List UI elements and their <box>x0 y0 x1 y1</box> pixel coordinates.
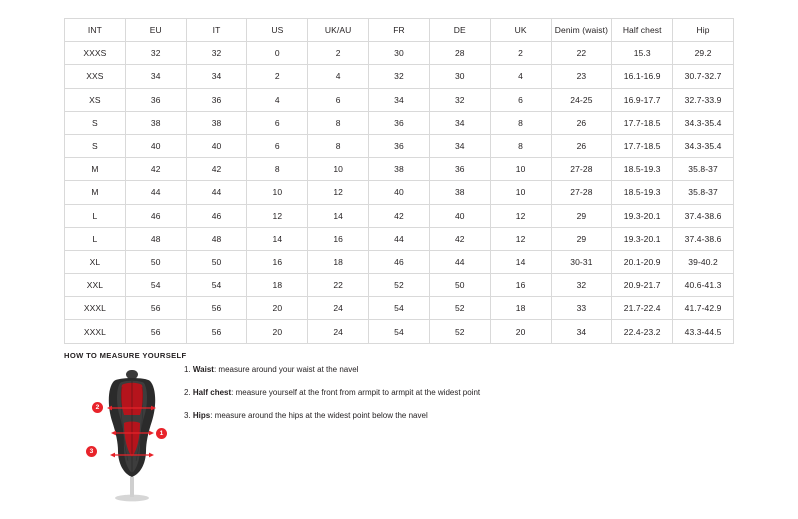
table-cell: 10 <box>490 158 551 181</box>
table-cell: 56 <box>186 320 247 343</box>
table-cell: 16.1-16.9 <box>612 65 673 88</box>
table-cell: 56 <box>186 297 247 320</box>
table-cell: 12 <box>490 227 551 250</box>
measure-steps-list <box>184 365 724 434</box>
measure-step-text: : measure around your waist at the navel <box>213 365 359 374</box>
table-cell: 12 <box>308 181 369 204</box>
table-cell: 46 <box>186 204 247 227</box>
table-cell: 18.5-19.3 <box>612 181 673 204</box>
table-cell: M <box>65 158 126 181</box>
measure-step-number: 1. <box>184 365 191 374</box>
table-cell: S <box>65 134 126 157</box>
table-cell: 34 <box>125 65 186 88</box>
table-cell: 35.8-37 <box>673 181 734 204</box>
table-cell: L <box>65 204 126 227</box>
table-cell: 16.9-17.7 <box>612 88 673 111</box>
size-conversion-table <box>64 18 734 344</box>
table-row <box>65 111 734 134</box>
table-cell: 48 <box>125 227 186 250</box>
table-cell: 38 <box>429 181 490 204</box>
measure-step <box>184 388 724 398</box>
table-cell: 52 <box>429 297 490 320</box>
table-cell: 36 <box>369 134 430 157</box>
table-cell: 19.3-20.1 <box>612 204 673 227</box>
table-cell: 10 <box>308 158 369 181</box>
table-cell: 18.5-19.3 <box>612 158 673 181</box>
table-cell: 2 <box>247 65 308 88</box>
table-cell: 18 <box>247 274 308 297</box>
table-cell: 4 <box>490 65 551 88</box>
table-cell: 30 <box>429 65 490 88</box>
how-to-measure-section <box>64 365 734 505</box>
table-cell: XXXS <box>65 42 126 65</box>
table-header-row <box>65 19 734 42</box>
table-cell: L <box>65 227 126 250</box>
table-cell: 34 <box>429 134 490 157</box>
table-cell: 50 <box>186 250 247 273</box>
table-cell: 40 <box>369 181 430 204</box>
table-cell: 32 <box>125 42 186 65</box>
table-cell: 33 <box>551 297 612 320</box>
table-cell: 48 <box>186 227 247 250</box>
table-cell: 54 <box>369 320 430 343</box>
table-row <box>65 320 734 343</box>
table-cell: S <box>65 111 126 134</box>
table-row <box>65 181 734 204</box>
table-cell: 22.4-23.2 <box>612 320 673 343</box>
table-cell: 34.3-35.4 <box>673 134 734 157</box>
table-cell: 27-28 <box>551 181 612 204</box>
table-cell: 37.4-38.6 <box>673 227 734 250</box>
table-cell: 50 <box>429 274 490 297</box>
table-cell: 42 <box>125 158 186 181</box>
measure-badge-3: 3 <box>86 446 97 457</box>
table-cell: 54 <box>369 297 430 320</box>
table-row <box>65 227 734 250</box>
table-cell: 20 <box>247 297 308 320</box>
table-cell: 40 <box>429 204 490 227</box>
table-cell: 16 <box>308 227 369 250</box>
table-cell: 56 <box>125 297 186 320</box>
table-cell: 32.7-33.9 <box>673 88 734 111</box>
table-cell: M <box>65 181 126 204</box>
table-cell: 44 <box>369 227 430 250</box>
table-column-header: DE <box>429 19 490 42</box>
table-cell: 34 <box>369 88 430 111</box>
measure-step-number: 2. <box>184 388 191 397</box>
table-cell: 38 <box>125 111 186 134</box>
table-row <box>65 297 734 320</box>
table-cell: 28 <box>429 42 490 65</box>
table-cell: 36 <box>369 111 430 134</box>
table-column-header: US <box>247 19 308 42</box>
table-row <box>65 204 734 227</box>
table-cell: 27-28 <box>551 158 612 181</box>
table-cell: 44 <box>186 181 247 204</box>
measure-step-text: : measure yourself at the front from armpit to armpit at the widest point <box>231 388 481 397</box>
table-cell: 12 <box>490 204 551 227</box>
table-cell: 6 <box>247 134 308 157</box>
table-cell: 36 <box>186 88 247 111</box>
table-cell: 21.7-22.4 <box>612 297 673 320</box>
table-cell: 36 <box>125 88 186 111</box>
table-cell: 8 <box>247 158 308 181</box>
table-cell: 32 <box>369 65 430 88</box>
table-cell: 4 <box>308 65 369 88</box>
table-cell: 29.2 <box>673 42 734 65</box>
table-column-header: INT <box>65 19 126 42</box>
mannequin-illustration <box>64 365 184 505</box>
table-column-header: Denim (waist) <box>551 19 612 42</box>
measure-step <box>184 365 724 375</box>
table-cell: 42 <box>369 204 430 227</box>
measure-step-term: Hips <box>192 411 211 420</box>
table-cell: 24 <box>308 297 369 320</box>
table-cell: 43.3-44.5 <box>673 320 734 343</box>
table-cell: 10 <box>490 181 551 204</box>
table-cell: 54 <box>186 274 247 297</box>
table-cell: 34.3-35.4 <box>673 111 734 134</box>
table-cell: 26 <box>551 111 612 134</box>
table-cell: 34 <box>551 320 612 343</box>
table-cell: 15.3 <box>612 42 673 65</box>
table-cell: 46 <box>125 204 186 227</box>
table-cell: 6 <box>490 88 551 111</box>
table-cell: 8 <box>490 134 551 157</box>
table-cell: 54 <box>125 274 186 297</box>
table-cell: 16 <box>247 250 308 273</box>
table-row <box>65 274 734 297</box>
table-cell: XL <box>65 250 126 273</box>
table-cell: 22 <box>308 274 369 297</box>
table-cell: 2 <box>490 42 551 65</box>
table-cell: XXS <box>65 65 126 88</box>
table-cell: 36 <box>429 158 490 181</box>
table-cell: 23 <box>551 65 612 88</box>
table-cell: 30.7-32.7 <box>673 65 734 88</box>
table-cell: 44 <box>125 181 186 204</box>
table-column-header: UK/AU <box>308 19 369 42</box>
table-cell: 8 <box>308 111 369 134</box>
table-cell: 6 <box>247 111 308 134</box>
measure-badge-2: 2 <box>92 402 103 413</box>
table-cell: 41.7-42.9 <box>673 297 734 320</box>
table-cell: 46 <box>369 250 430 273</box>
table-cell: 20 <box>247 320 308 343</box>
table-cell: XXXL <box>65 320 126 343</box>
table-cell: 24 <box>308 320 369 343</box>
table-column-header: Hip <box>673 19 734 42</box>
measure-step-term: Half chest <box>192 388 232 397</box>
table-cell: 0 <box>247 42 308 65</box>
table-cell: 20.9-21.7 <box>612 274 673 297</box>
table-cell: 34 <box>186 65 247 88</box>
table-cell: 29 <box>551 204 612 227</box>
table-cell: 38 <box>369 158 430 181</box>
size-table-container <box>64 18 734 344</box>
table-cell: 32 <box>186 42 247 65</box>
table-cell: 37.4-38.6 <box>673 204 734 227</box>
table-cell: 52 <box>369 274 430 297</box>
table-cell: 30-31 <box>551 250 612 273</box>
table-cell: 8 <box>490 111 551 134</box>
table-row <box>65 88 734 111</box>
table-cell: 32 <box>429 88 490 111</box>
table-column-header: EU <box>125 19 186 42</box>
table-cell: 4 <box>247 88 308 111</box>
table-cell: 39-40.2 <box>673 250 734 273</box>
how-to-measure-title: HOW TO MEASURE YOURSELF <box>64 351 187 360</box>
table-cell: 6 <box>308 88 369 111</box>
table-cell: 26 <box>551 134 612 157</box>
table-cell: XXXL <box>65 297 126 320</box>
table-cell: 35.8-37 <box>673 158 734 181</box>
table-cell: 30 <box>369 42 430 65</box>
measure-badge-1: 1 <box>156 428 167 439</box>
table-cell: 12 <box>247 204 308 227</box>
table-cell: 20 <box>490 320 551 343</box>
table-cell: 40 <box>186 134 247 157</box>
table-cell: 40 <box>125 134 186 157</box>
table-cell: 24-25 <box>551 88 612 111</box>
table-cell: 14 <box>490 250 551 273</box>
table-cell: 32 <box>551 274 612 297</box>
measure-step-term: Waist <box>192 365 214 374</box>
table-column-header: Half chest <box>612 19 673 42</box>
table-cell: 17.7-18.5 <box>612 134 673 157</box>
table-cell: 42 <box>429 227 490 250</box>
table-cell: 18 <box>308 250 369 273</box>
table-cell: 44 <box>429 250 490 273</box>
table-row <box>65 250 734 273</box>
table-cell: 50 <box>125 250 186 273</box>
measure-step-number: 3. <box>184 411 191 420</box>
table-cell: 16 <box>490 274 551 297</box>
table-cell: 42 <box>186 158 247 181</box>
table-cell: XXL <box>65 274 126 297</box>
table-cell: 38 <box>186 111 247 134</box>
table-cell: 14 <box>308 204 369 227</box>
table-row <box>65 42 734 65</box>
table-row <box>65 134 734 157</box>
table-cell: 18 <box>490 297 551 320</box>
table-row <box>65 158 734 181</box>
table-column-header: FR <box>369 19 430 42</box>
table-cell: 14 <box>247 227 308 250</box>
table-cell: XS <box>65 88 126 111</box>
measure-step-text: : measure around the hips at the widest point below the navel <box>210 411 428 420</box>
table-cell: 10 <box>247 181 308 204</box>
table-cell: 22 <box>551 42 612 65</box>
table-cell: 19.3-20.1 <box>612 227 673 250</box>
table-cell: 2 <box>308 42 369 65</box>
table-cell: 56 <box>125 320 186 343</box>
table-row <box>65 65 734 88</box>
table-cell: 20.1-20.9 <box>612 250 673 273</box>
table-cell: 40.6-41.3 <box>673 274 734 297</box>
table-cell: 34 <box>429 111 490 134</box>
measure-step <box>184 411 724 421</box>
table-cell: 29 <box>551 227 612 250</box>
table-cell: 52 <box>429 320 490 343</box>
table-cell: 8 <box>308 134 369 157</box>
table-cell: 17.7-18.5 <box>612 111 673 134</box>
table-column-header: IT <box>186 19 247 42</box>
table-column-header: UK <box>490 19 551 42</box>
